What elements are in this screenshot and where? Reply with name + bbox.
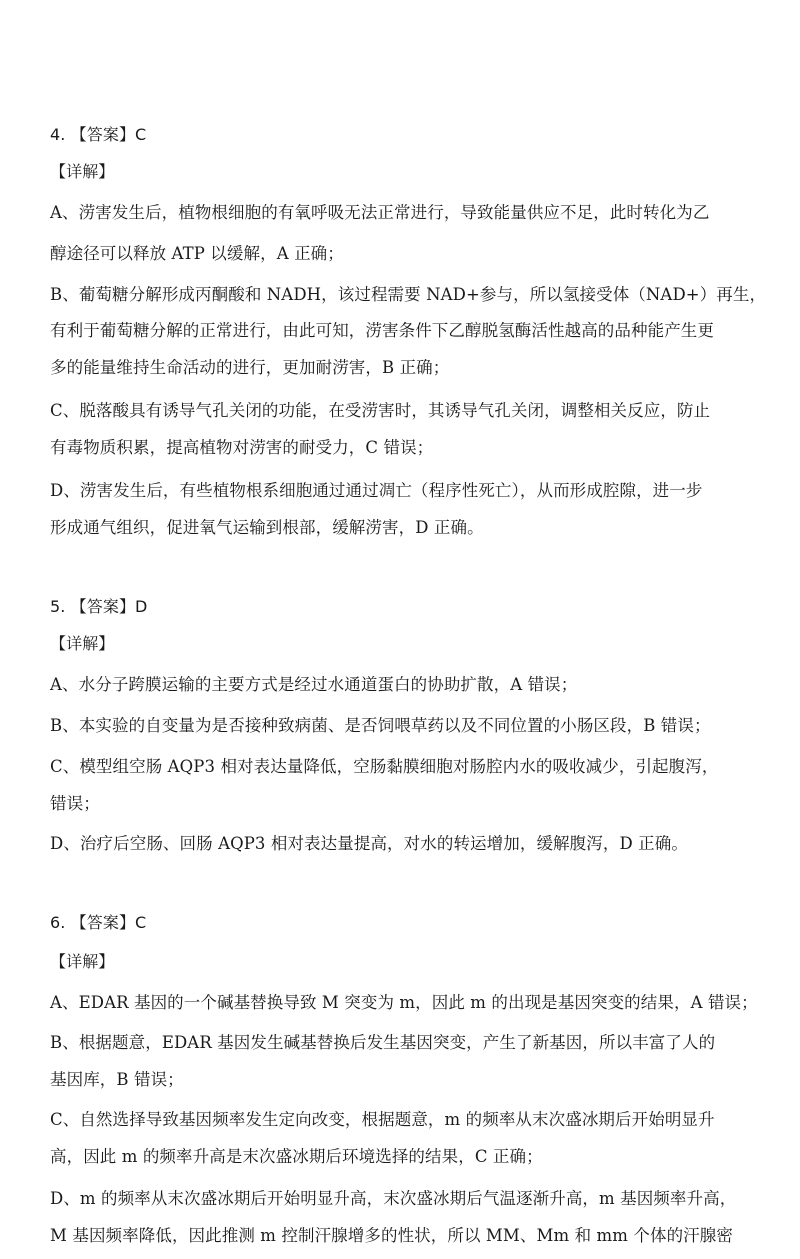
q4-answer-header: 4. 【答案】C: [50, 125, 147, 144]
q4-line-2: 醇途径可以释放 ATP 以缓解，A 正确；: [50, 244, 344, 263]
q5-answer-header: 5. 【答案】D: [50, 597, 148, 616]
q5-line-2: B、本实验的自变量为是否接种致病菌、是否饲喂草药以及不同位置的小肠区段，B 错误；: [50, 716, 711, 735]
q5-line-3: C、模型组空肠 AQP3 相对表达量降低，空肠黏膜细胞对肠腔内水的吸收减少，引起腹泻，: [50, 757, 719, 776]
q6-detail-label: 【详解】: [50, 952, 115, 971]
q4-line-4: 有利于葡萄糖分解的正常进行，由此可知，涝害条件下乙醇脱氢酶活性越高的品种能产生更: [50, 321, 714, 340]
q4-line-8: D、涝害发生后，有些植物根系细胞通过通过凋亡（程序性死亡），从而形成腔隙，进一步: [50, 481, 703, 500]
q5-line-1: A、水分子跨膜运输的主要方式是经过水通道蛋白的协助扩散，A 错误；: [50, 675, 578, 694]
q4-line-1: A、涝害发生后，植物根细胞的有氧呼吸无法正常进行，导致能量供应不足，此时转化为乙: [50, 203, 710, 222]
q4-line-5: 多的能量维持生命活动的进行，更加耐涝害，B 正确；: [50, 358, 450, 377]
q5-line-4: 错误；: [50, 794, 100, 813]
q6-line-1: A、EDAR 基因的一个碱基替换导致 M 突变为 m，因此 m 的出现是基因突变的结果，A 错误；: [50, 993, 758, 1012]
q5-detail-label: 【详解】: [50, 634, 115, 653]
q4-line-7: 有毒物质积累，提高植物对涝害的耐受力，C 错误；: [50, 438, 434, 457]
q4-line-9: 形成通气组织，促进氧气运输到根部，缓解涝害，D 正确。: [50, 518, 484, 537]
q5-line-5: D、治疗后空肠、回肠 AQP3 相对表达量提高，对水的转运增加，缓解腹泻，D 正确。: [50, 834, 688, 853]
q6-line-2: B、根据题意，EDAR 基因发生碱基替换后发生基因突变，产生了新基因，所以丰富了人的: [50, 1033, 716, 1052]
q6-line-6: D、m 的频率从末次盛冰期后开始明显升高，末次盛冰期后气温逐渐升高，m 基因频率升高，: [50, 1189, 737, 1208]
q4-line-3: B、葡萄糖分解形成丙酮酸和 NADH，该过程需要 NAD+参与，所以氢接受体（NAD+）再生，: [50, 285, 767, 304]
q6-line-5: 高，因此 m 的频率升高是末次盛冰期后环境选择的结果，C 正确；: [50, 1147, 543, 1166]
q6-answer-header: 6. 【答案】C: [50, 913, 147, 932]
q4-detail-label: 【详解】: [50, 162, 115, 181]
q4-line-6: C、脱落酸具有诱导气孔关闭的功能，在受涝害时，其诱导气孔关闭，调整相关反应，防止: [50, 401, 711, 420]
q6-line-3: 基因库，B 错误；: [50, 1070, 184, 1089]
q6-line-4: C、自然选择导致基因频率发生定向改变，根据题意，m 的频率从末次盛冰期后开始明显升: [50, 1110, 715, 1129]
q6-line-7: M 基因频率降低，因此推测 m 控制汗腺增多的性状，所以 MM、Mm 和 mm 个体的汗腺密: [50, 1226, 733, 1245]
